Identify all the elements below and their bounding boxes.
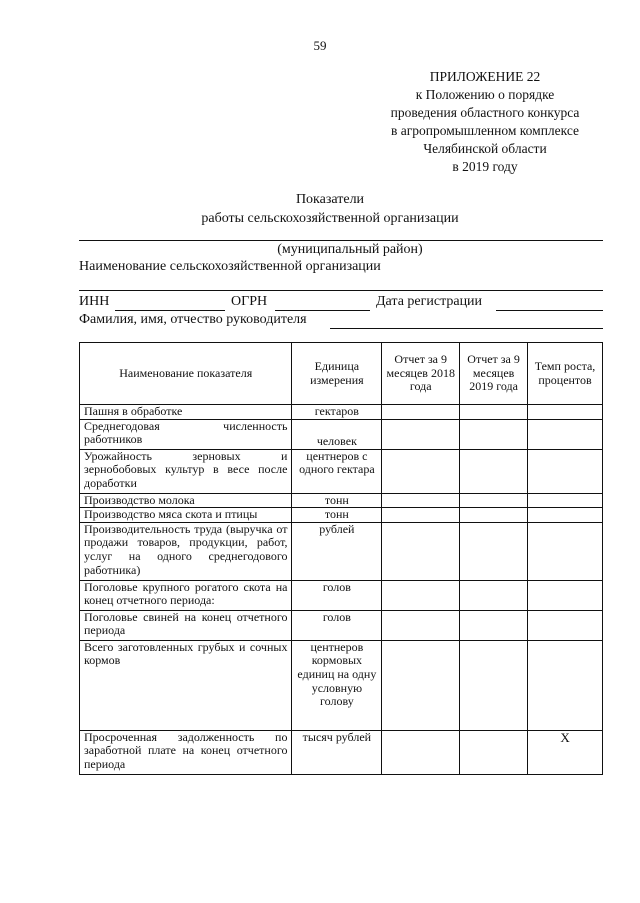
table-row bbox=[80, 508, 603, 523]
cell-2018[interactable] bbox=[382, 419, 460, 449]
row-name: Урожайность зерновых и зернобобовых культур в весе после доработки bbox=[80, 449, 292, 493]
table-row bbox=[80, 449, 603, 493]
header-2018: Отчет за 9 месяцев 2018 года bbox=[382, 343, 460, 405]
cell-growth[interactable] bbox=[528, 493, 603, 508]
cell-2019[interactable] bbox=[460, 419, 528, 449]
row-name: Поголовье крупного рогатого скота на конец отчетного периода: bbox=[80, 580, 292, 610]
ogrn-field-line[interactable] bbox=[275, 310, 370, 311]
row-name: Просроченная задолженность по заработной плате на конец отчетного периода bbox=[80, 730, 292, 774]
cell-2019[interactable] bbox=[460, 508, 528, 523]
row-unit: тонн bbox=[292, 508, 382, 523]
row-unit: гектаров bbox=[292, 405, 382, 420]
row-unit: центнеров с одного гектара bbox=[292, 449, 382, 493]
row-unit: тысяч рублей bbox=[292, 730, 382, 774]
cell-growth[interactable] bbox=[528, 640, 603, 730]
cell-2019[interactable] bbox=[460, 580, 528, 610]
table-row bbox=[80, 522, 603, 580]
district-caption: (муниципальный район) bbox=[277, 242, 423, 257]
cell-2018[interactable] bbox=[382, 508, 460, 523]
cell-2019[interactable] bbox=[460, 610, 528, 640]
header-unit: Единица измерения bbox=[292, 343, 382, 405]
row-unit: человек bbox=[292, 419, 382, 449]
inn-field-line[interactable] bbox=[115, 310, 225, 311]
district-field-line[interactable] bbox=[79, 240, 603, 241]
row-name: Поголовье свиней на конец отчетного периода bbox=[80, 610, 292, 640]
cell-2019[interactable] bbox=[460, 522, 528, 580]
inn-label: ИНН bbox=[79, 294, 110, 309]
cell-2019[interactable] bbox=[460, 449, 528, 493]
cell-growth[interactable] bbox=[528, 419, 603, 449]
row-unit: центнеров кормовых единиц на одну условную голову bbox=[292, 640, 382, 730]
cell-2019[interactable] bbox=[460, 405, 528, 420]
row-name: Производительность труда (выручка от продажи товаров, продукции, работ, услуг на одного среднегодового работника) bbox=[80, 522, 292, 580]
appendix-line: к Положению о порядке bbox=[415, 87, 555, 102]
document-title bbox=[0, 190, 640, 228]
row-unit: голов bbox=[292, 610, 382, 640]
cell-2019[interactable] bbox=[460, 640, 528, 730]
header-growth: Темп роста, процентов bbox=[528, 343, 603, 405]
cell-2018[interactable] bbox=[382, 449, 460, 493]
cell-2018[interactable] bbox=[382, 640, 460, 730]
row-name: Производство мяса скота и птицы bbox=[80, 508, 292, 523]
cell-growth[interactable] bbox=[528, 405, 603, 420]
ogrn-label: ОГРН bbox=[231, 294, 268, 309]
header-name: Наименование показателя bbox=[80, 343, 292, 405]
cell-growth[interactable] bbox=[528, 580, 603, 610]
row-unit: рублей bbox=[292, 522, 382, 580]
appendix-line: в 2019 году bbox=[452, 159, 518, 174]
row-name: Среднегодовая численность работников bbox=[80, 419, 292, 449]
cell-growth[interactable] bbox=[528, 449, 603, 493]
appendix-line: в агропромышленном комплексе bbox=[390, 123, 580, 138]
head-name-field-line[interactable] bbox=[330, 328, 603, 329]
row-name: Всего заготовленных грубых и сочных кормов bbox=[80, 640, 292, 730]
cell-2019[interactable] bbox=[460, 493, 528, 508]
table-row bbox=[80, 405, 603, 420]
reg-date-field-line[interactable] bbox=[496, 310, 603, 311]
table-row bbox=[80, 640, 603, 730]
table-header-row bbox=[80, 343, 603, 405]
row-name: Производство молока bbox=[80, 493, 292, 508]
appendix-header bbox=[370, 68, 600, 176]
table-row bbox=[80, 610, 603, 640]
appendix-line: ПРИЛОЖЕНИЕ 22 bbox=[429, 69, 541, 84]
org-name-label: Наименование сельскохозяйственной организации bbox=[79, 259, 381, 274]
cell-growth[interactable] bbox=[528, 610, 603, 640]
cell-growth[interactable] bbox=[528, 508, 603, 523]
cell-2018[interactable] bbox=[382, 730, 460, 774]
table-row bbox=[80, 580, 603, 610]
cell-2018[interactable] bbox=[382, 580, 460, 610]
appendix-line: проведения областного конкурса bbox=[390, 105, 580, 120]
appendix-line: Челябинской области bbox=[423, 141, 547, 156]
cell-growth[interactable] bbox=[528, 522, 603, 580]
header-2019: Отчет за 9 месяцев 2019 года bbox=[460, 343, 528, 405]
title-line: работы сельскохозяйственной организации bbox=[201, 211, 459, 226]
reg-date-label: Дата регистрации bbox=[376, 294, 483, 309]
row-unit: тонн bbox=[292, 493, 382, 508]
cell-2018[interactable] bbox=[382, 405, 460, 420]
indicators-table bbox=[79, 342, 603, 775]
table-row bbox=[80, 493, 603, 508]
cell-2018[interactable] bbox=[382, 522, 460, 580]
cell-2019[interactable] bbox=[460, 730, 528, 774]
row-unit: голов bbox=[292, 580, 382, 610]
cell-growth[interactable]: X bbox=[528, 730, 603, 774]
head-name-label: Фамилия, имя, отчество руководителя bbox=[79, 312, 307, 327]
page-number: 59 bbox=[313, 38, 327, 53]
table-row bbox=[80, 419, 603, 449]
cell-2018[interactable] bbox=[382, 610, 460, 640]
org-name-field-line[interactable] bbox=[79, 290, 603, 291]
row-name: Пашня в обработке bbox=[80, 405, 292, 420]
cell-2018[interactable] bbox=[382, 493, 460, 508]
table-row bbox=[80, 730, 603, 774]
title-line: Показатели bbox=[295, 192, 365, 207]
